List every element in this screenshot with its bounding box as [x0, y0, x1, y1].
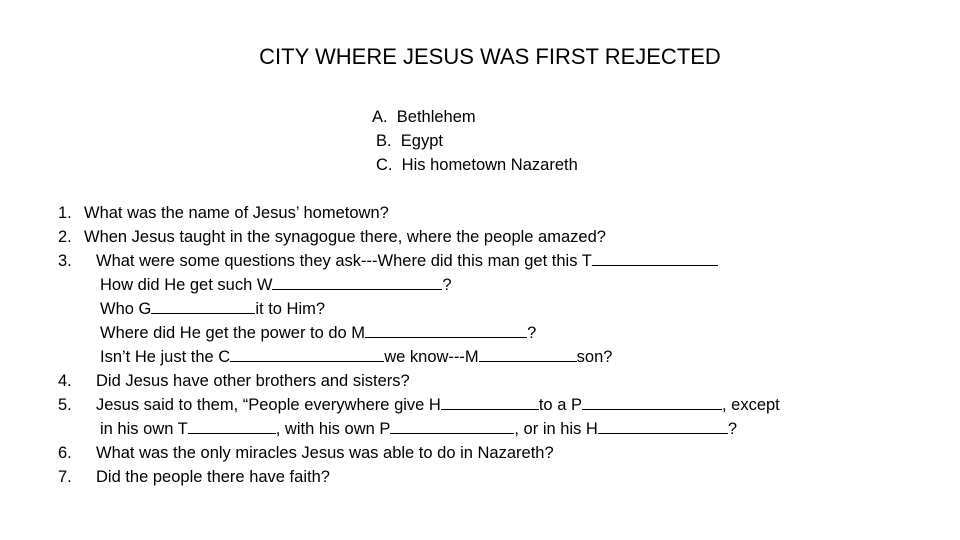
question-3-line-3: [100, 297, 325, 321]
answer-blank: [592, 250, 718, 266]
option-letter: B.: [376, 132, 392, 150]
question-text: What was the name of Jesus’ hometown?: [84, 204, 389, 222]
answer-blank: [441, 394, 539, 410]
question-text: to a P: [538, 396, 582, 414]
question-3: [58, 249, 718, 273]
question-text: When Jesus taught in the synagogue there, where the people amazed?: [84, 228, 606, 246]
question-2: [58, 225, 606, 249]
question-text: Isn’t He just the C: [100, 348, 231, 366]
answer-blank: [479, 346, 577, 362]
question-text: we know---M: [384, 348, 479, 366]
question-5: [58, 393, 780, 417]
question-text: How did He get such W: [100, 276, 273, 294]
question-text: in his own T: [100, 420, 188, 438]
question-number: 3.: [58, 252, 72, 270]
option-c: [376, 153, 578, 177]
question-text: , except: [721, 396, 780, 414]
question-text: , with his own P: [275, 420, 391, 438]
option-text: Egypt: [400, 132, 443, 150]
question-number: 5.: [58, 396, 72, 414]
answer-blank: [390, 418, 514, 434]
question-text: it to Him?: [255, 300, 326, 318]
question-3-line-2: [100, 273, 452, 297]
question-number: 6.: [58, 444, 72, 462]
answer-blank: [582, 394, 722, 410]
question-3-line-5: [100, 345, 612, 369]
question-text: Jesus said to them, “People everywhere give H: [96, 396, 441, 414]
question-text: ?: [527, 324, 537, 342]
question-5-line-2: [100, 417, 737, 441]
question-text: Did Jesus have other brothers and sisters?: [96, 372, 410, 390]
question-text: Where did He get the power to do M: [100, 324, 366, 342]
question-7: [58, 465, 330, 489]
question-number: 7.: [58, 468, 72, 486]
question-text: ?: [442, 276, 452, 294]
question-number: 4.: [58, 372, 72, 390]
answer-blank: [272, 274, 442, 290]
option-letter: A.: [372, 108, 388, 126]
option-letter: C.: [376, 156, 393, 174]
page-title: CITY WHERE JESUS WAS FIRST REJECTED: [259, 44, 721, 69]
question-text: What were some questions they ask---Where did this man get this T: [96, 252, 592, 270]
question-text: What was the only miracles Jesus was able to do in Nazareth?: [96, 444, 554, 462]
option-text: His hometown Nazareth: [401, 156, 578, 174]
question-text: Who G: [100, 300, 152, 318]
answer-blank: [365, 322, 527, 338]
answer-blank: [188, 418, 276, 434]
answer-blank: [151, 298, 255, 314]
answer-blank: [598, 418, 728, 434]
question-4: [58, 369, 410, 393]
option-a: [372, 105, 476, 129]
answer-blank: [230, 346, 384, 362]
question-3-line-4: [100, 321, 536, 345]
question-6: [58, 441, 554, 465]
question-number: 1.: [58, 204, 72, 222]
question-text: ?: [727, 420, 738, 438]
question-text: , or in his H: [514, 420, 598, 438]
question-1: [58, 201, 389, 225]
question-text: Did the people there have faith?: [96, 468, 330, 486]
option-b: [376, 129, 443, 153]
option-text: Bethlehem: [396, 108, 476, 126]
question-text: son?: [576, 348, 613, 366]
question-number: 2.: [58, 228, 72, 246]
